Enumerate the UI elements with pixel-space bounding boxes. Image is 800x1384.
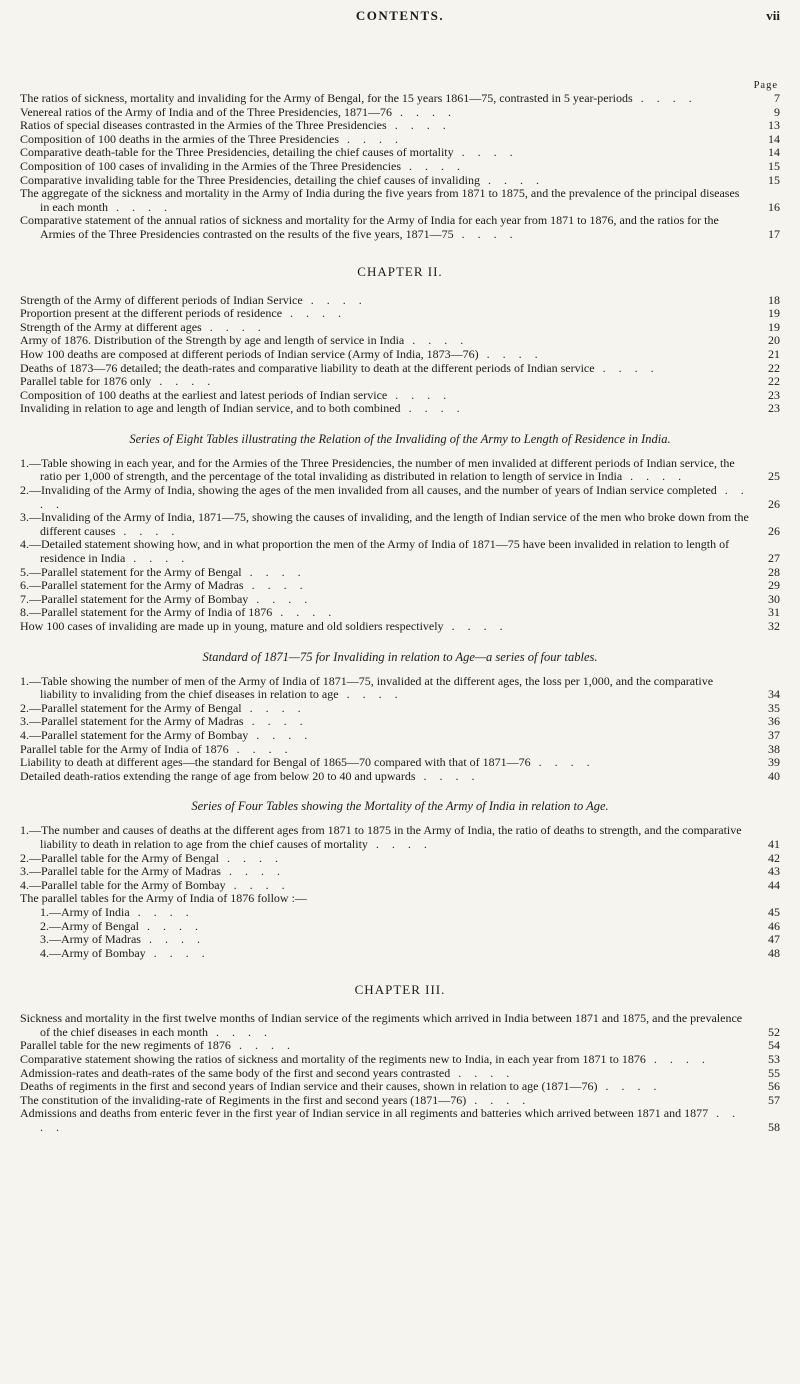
- toc-entry-text: 6.—Parallel statement for the Army of Madras: [20, 578, 244, 593]
- toc-entry-text: 8.—Parallel statement for the Army of India of 1876: [20, 605, 273, 620]
- four-tables-title: Series of Four Tables showing the Mortality of the Army of India in relation to Age.: [191, 799, 609, 814]
- toc-entry-text: Invaliding in relation to age and length of Indian service, and to both combined: [20, 401, 401, 416]
- toc-entry-text: Admission-rates and death-rates of the same body of the first and second years contrasted: [20, 1065, 451, 1080]
- follow-note: The parallel tables for the Army of India of 1876 follow :—: [20, 891, 307, 906]
- toc-entry-text: The aggregate of the sickness and mortality in the Army of India during the five years from 1871 to 1875, and the prevalence of the principal diseases in each month: [20, 186, 740, 214]
- toc-entry: 2.—Parallel table for the Army of Bengal . . . . 42: [20, 850, 780, 865]
- leader-dots: . . . .: [401, 158, 466, 173]
- leader-dots: . . . .: [392, 104, 456, 119]
- toc-entry: 3.—Parallel statement for the Army of Madras . . . . 36: [20, 714, 780, 729]
- toc-entry: Comparative death-table for the Three Presidencies, detailing the chief causes of mortality . . . . 14: [20, 145, 780, 160]
- toc-entry-text: 3.—Parallel statement for the Army of Madras: [20, 714, 244, 729]
- toc-entry: 2.—Army of Bengal . . . . 46: [40, 918, 780, 933]
- leader-dots: . . . .: [594, 360, 659, 375]
- toc-entry: Parallel table for 1876 only . . . . 22: [20, 374, 780, 389]
- leader-dots: . . . .: [145, 945, 210, 960]
- leader-dots: . . . .: [40, 483, 749, 511]
- toc-entry-text: The constitution of the invaliding-rate of Regiments in the first and second years (1871—76): [20, 1092, 467, 1107]
- toc-entry: The ratios of sickness, mortality and invaliding for the Army of Bengal, for the 15 years 1861—75, contrasted in 5 year-periods . . . . 7: [20, 91, 780, 105]
- toc-entry: 1.—Army of India . . . . 45: [40, 904, 780, 919]
- leader-dots: . . . .: [478, 346, 543, 361]
- chapter-2-heading: CHAPTER II.: [357, 263, 443, 279]
- running-head: [0, 8, 800, 28]
- toc-entry-text: The ratios of sickness, mortality and invaliding for the Army of Bengal, for the 15 years 1861—75, contrasted in 5 year-periods: [20, 91, 633, 105]
- toc-entry: Strength of the Army at different ages . . . . 19: [20, 319, 780, 334]
- leader-dots: . . . .: [466, 1092, 531, 1107]
- leader-dots: . . . .: [386, 118, 451, 133]
- toc-entry-text: 1.—The number and causes of deaths at the different ages from 1871 to 1875 in the Army of India, the ratio of deaths to strength, and the comparative liability to death in relation to age from the chief causes of mortality: [20, 823, 742, 851]
- toc-entry-text: Strength of the Army at different ages: [20, 319, 202, 334]
- leader-dots: . . . .: [218, 850, 283, 865]
- leader-dots: . . . .: [339, 131, 404, 146]
- toc-entry: Admissions and deaths from enteric fever in the first year of Indian service in all regiments and batteries which arrived between 1871 and 1877 . . . . 58: [20, 1106, 780, 1135]
- leader-dots: . . . .: [201, 319, 266, 334]
- toc-entry: 1.—Table showing in each year, and for the Armies of the Three Presidencies, the number of men invalided at different periods of Indian service, the ratio per 1,000 of strength, and the percentage of the total invaliding as distributed in relation to length of service in India . . . . 25: [20, 455, 780, 484]
- leader-dots: . . . .: [230, 1038, 295, 1053]
- chapter-3-heading: CHAPTER III.: [354, 982, 446, 998]
- leader-dots: . . . .: [450, 1065, 515, 1080]
- toc-entry-text: Composition of 100 cases of invaliding in the Armies of the Three Presidencies: [20, 158, 402, 173]
- toc-entry: Parallel table for the new regiments of 1876 . . . . 54: [20, 1038, 780, 1053]
- toc-entry: The aggregate of the sickness and mortality in the Army of India during the five years from 1871 to 1875, and the prevalence of the principal diseases in each month . . . . 16: [20, 186, 780, 214]
- leader-dots: . . . .: [443, 619, 508, 633]
- toc-entry-text: 1.—Table showing the number of men of the Army of India of 1871—75, invalided at the different ages, the loss per 1,000, and the comparative liability to invaliding from the chief diseases in relation to age: [20, 673, 714, 702]
- toc-entry: Deaths of regiments in the first and second years of Indian service and their causes, shown in relation to age (1871—76) . . . . 56: [20, 1079, 780, 1094]
- toc-entry-text: 2.—Invaliding of the Army of India, showing the ages of the men invalided from all causes, and the number of years of Indian service completed: [20, 483, 717, 498]
- leader-dots: . . . .: [220, 864, 285, 879]
- leader-dots: . . . .: [228, 741, 293, 756]
- toc-entry-text: Composition of 100 deaths at the earliest and latest periods of Indian service: [20, 387, 388, 402]
- toc-entry-text: Detailed death-ratios extending the range of age from below 20 to 40 and upwards: [20, 768, 416, 783]
- standard-series-list: [20, 675, 780, 784]
- leader-dots: . . . .: [404, 333, 469, 348]
- toc-entry-text: 2.—Parallel table for the Army of Bengal: [20, 850, 219, 865]
- leader-dots: . . . .: [115, 523, 180, 538]
- leader-dots: . . . .: [248, 591, 313, 606]
- leader-dots: . . . .: [243, 578, 308, 593]
- toc-entry-text: How 100 deaths are composed at different periods of Indian service (Army of India, 1873—76): [20, 346, 479, 361]
- toc-entry-text: Parallel table for the Army of India of 1876: [20, 741, 229, 756]
- toc-entry: Army of 1876. Distribution of the Strength by age and length of service in India . . . . 20: [20, 333, 780, 348]
- toc-entry: 4.—Parallel statement for the Army of Bombay . . . . 37: [20, 727, 780, 742]
- toc-entry: Liability to death at different ages—the standard for Bengal of 1865—70 compared with that of 1871—76 . . . . 39: [20, 755, 780, 770]
- toc-entry: 4.—Detailed statement showing how, and in what proportion the men of the Army of India of 1871—75 have been invalided in relation to length of residence in India . . . . 27: [20, 537, 780, 566]
- leader-dots: . . . .: [138, 918, 203, 933]
- toc-entry-text: Deaths of 1873—76 detailed; the death-rates and comparative liability to death at the different periods of Indian service: [20, 360, 595, 375]
- toc-entry-text: Comparative death-table for the Three Presidencies, detailing the chief causes of mortality: [20, 145, 454, 160]
- toc-entry: Comparative invaliding table for the Three Presidencies, detailing the chief causes of invaliding . . . . 15: [20, 172, 780, 187]
- toc-entry: 4.—Army of Bombay . . . . 48: [40, 945, 780, 960]
- toc-entry-text: Army of 1876. Distribution of the Strength by age and length of service in India: [20, 333, 405, 348]
- follow-list: [20, 906, 780, 960]
- toc-entry-text: 3.—Army of Madras: [40, 932, 141, 947]
- toc-entry: 5.—Parallel statement for the Army of Bengal . . . . 28: [20, 564, 780, 579]
- toc-entry: Composition of 100 cases of invaliding in the Armies of the Three Presidencies . . . . 15: [20, 158, 780, 173]
- toc-entry: 3.—Invaliding of the Army of India, 1871—75, showing the causes of invaliding, and the length of Indian service of the men who broke down from the different causes . . . . 26: [20, 510, 780, 538]
- toc-entry-text: Parallel table for 1876 only: [20, 374, 152, 389]
- leader-dots: . . . .: [107, 199, 172, 214]
- toc-entry-text: Composition of 100 deaths in the armies of the Three Presidencies: [20, 131, 340, 146]
- four-tables-list: [20, 824, 780, 892]
- leader-dots: . . . .: [129, 904, 194, 919]
- leader-dots: . . . .: [140, 932, 205, 947]
- leader-dots: . . . .: [622, 469, 687, 484]
- toc-entry: Strength of the Army of different periods of Indian Service . . . . 18: [20, 292, 780, 307]
- leader-dots: . . . .: [302, 292, 367, 307]
- chapter-3-list: [20, 1012, 780, 1134]
- toc-entry-text: Proportion present at the different periods of residence: [20, 306, 283, 321]
- toc-entry-text: 2.—Army of Bengal: [40, 918, 139, 933]
- toc-entry: 3.—Parallel table for the Army of Madras . . . . 43: [20, 864, 780, 879]
- leader-dots: . . . .: [125, 551, 190, 566]
- toc-entry-text: Venereal ratios of the Army of India and of the Three Presidencies, 1871—76: [20, 104, 392, 119]
- toc-entry-text: 3.—Invaliding of the Army of India, 1871—75, showing the causes of invaliding, and the length of Indian service of the men who broke down from the different causes: [20, 510, 749, 538]
- toc-entry-text: Deaths of regiments in the first and second years of Indian service and their causes, shown in relation to age (1871—76): [20, 1079, 598, 1094]
- series-eight-list: [20, 457, 780, 634]
- leader-dots: . . . .: [632, 91, 697, 105]
- leader-dots: . . . .: [530, 755, 595, 770]
- toc-entry: 1.—The number and causes of deaths at the different ages from 1871 to 1875 in the Army of India, the ratio of deaths to strength, and the comparative liability to death in relation to age from the chief causes of mortality . . . . 41: [20, 823, 780, 851]
- leader-dots: . . . .: [40, 1106, 741, 1135]
- page-column-label: Page: [753, 80, 778, 91]
- toc-entry: Proportion present at the different periods of residence . . . . 19: [20, 306, 780, 321]
- toc-entry-text: Comparative statement of the annual ratios of sickness and mortality for the Army of India for each year from 1871 to 1876, and the ratios for the Armies of the Three Presidencies contrasted on the results of the five years, 1871—75: [20, 213, 719, 241]
- leader-dots: . . . .: [241, 564, 306, 579]
- leader-dots: . . . .: [400, 401, 465, 416]
- leader-dots: . . . .: [415, 768, 480, 783]
- toc-entry: 8.—Parallel statement for the Army of India of 1876 . . . . 31: [20, 605, 780, 620]
- toc-entry: Invaliding in relation to age and length of Indian service, and to both combined . . . . 23: [20, 401, 780, 416]
- toc-entry-text: 5.—Parallel statement for the Army of Bengal: [20, 564, 242, 579]
- leader-dots: . . . .: [282, 306, 347, 321]
- toc-entry-text: How 100 cases of invaliding are made up in young, mature and old soldiers respectively: [20, 619, 444, 633]
- series-eight-title: Series of Eight Tables illustrating the Relation of the Invaliding of the Army to Length of Residence in India.: [129, 431, 671, 446]
- toc-entry-text: 4.—Parallel statement for the Army of Bombay: [20, 727, 249, 742]
- toc-entry-text: 1.—Army of India: [40, 904, 130, 919]
- toc-entry: Admission-rates and death-rates of the same body of the first and second years contrasted . . . . 55: [20, 1065, 780, 1080]
- leader-dots: . . . .: [225, 877, 290, 892]
- toc-entry: Ratios of special diseases contrasted in the Armies of the Three Presidencies . . . . 13: [20, 118, 780, 133]
- toc-entry: Comparative statement of the annual ratios of sickness and mortality for the Army of India for each year from 1871 to 1876, and the ratios for the Armies of the Three Presidencies contrasted on the results of the five years, 1871—75 . . . . 17: [20, 213, 780, 241]
- toc-entry: Composition of 100 deaths in the armies of the Three Presidencies . . . . 14: [20, 131, 780, 146]
- toc-entry: 1.—Table showing the number of men of the Army of India of 1871—75, invalided at the different ages, the loss per 1,000, and the comparative liability to invaliding from the chief diseases in relation to age . . . . 34: [20, 673, 780, 702]
- toc-entry: Composition of 100 deaths at the earliest and latest periods of Indian service . . . . 23: [20, 387, 780, 402]
- toc-entry: 2.—Invaliding of the Army of India, showing the ages of the men invalided from all causes, and the number of years of Indian service completed . . . . 26: [20, 483, 780, 511]
- leader-dots: . . . .: [243, 714, 308, 729]
- section-1-list: [20, 92, 780, 242]
- toc-entry: How 100 deaths are composed at different periods of Indian service (Army of India, 1873—76) . . . . 21: [20, 346, 780, 361]
- toc-entry: Detailed death-ratios extending the range of age from below 20 to 40 and upwards . . . . 40: [20, 768, 780, 783]
- toc-entry: The constitution of the invaliding-rate of Regiments in the first and second years (1871—76) . . . . 57: [20, 1092, 780, 1107]
- toc-entry: 4.—Parallel table for the Army of Bombay . . . . 44: [20, 877, 780, 892]
- toc-entry-text: Ratios of special diseases contrasted in the Armies of the Three Presidencies: [20, 118, 387, 133]
- leader-dots: . . . .: [597, 1079, 662, 1094]
- toc-entry-text: 4.—Army of Bombay: [40, 945, 146, 960]
- toc-entry-text: Comparative invaliding table for the Three Presidencies, detailing the chief causes of invaliding: [20, 172, 480, 187]
- leader-dots: . . . .: [338, 687, 403, 702]
- leader-dots: . . . .: [645, 1052, 710, 1067]
- toc-entry-text: Admissions and deaths from enteric fever in the first year of Indian service in all regiments and batteries which arrived between 1871 and 1877: [20, 1106, 709, 1121]
- leader-dots: . . . .: [207, 1024, 272, 1039]
- toc-entry-text: Sickness and mortality in the first twelve months of Indian service of the regiments which arrived in India between 1871 and 1875, and the prevalence of the chief diseases in each month: [20, 1011, 743, 1039]
- page-title: CONTENTS.: [355, 8, 445, 23]
- toc-entry-text: 3.—Parallel table for the Army of Madras: [20, 864, 221, 879]
- toc-entry-text: Liability to death at different ages—the standard for Bengal of 1865—70 compared with that of 1871—76: [20, 755, 531, 770]
- leader-dots: . . . .: [479, 172, 544, 187]
- toc-entry: 6.—Parallel statement for the Army of Madras . . . . 29: [20, 578, 780, 593]
- toc-entry: Comparative statement showing the ratios of sickness and mortality of the regiments new to India, in each year from 1871 to 1876 . . . . 53: [20, 1052, 780, 1067]
- toc-entry: 3.—Army of Madras . . . . 47: [40, 932, 780, 947]
- toc-entry-text: 4.—Detailed statement showing how, and in what proportion the men of the Army of India of 1871—75 have been invalided in relation to length of residence in India: [20, 537, 730, 566]
- toc-entry-text: Strength of the Army of different periods of Indian Service: [20, 292, 303, 307]
- toc-entry: 7.—Parallel statement for the Army of Bombay . . . . 30: [20, 591, 780, 606]
- leader-dots: . . . .: [241, 700, 306, 715]
- toc-entry-text: 4.—Parallel table for the Army of Bombay: [20, 877, 226, 892]
- toc-entry: 2.—Parallel statement for the Army of Bengal . . . . 35: [20, 700, 780, 715]
- toc-entry-text: Parallel table for the new regiments of 1876: [20, 1038, 231, 1053]
- leader-dots: . . . .: [387, 387, 452, 402]
- toc-entry: Deaths of 1873—76 detailed; the death-rates and comparative liability to death at the different periods of Indian service . . . . 22: [20, 360, 780, 375]
- standard-series-title: Standard of 1871—75 for Invaliding in relation to Age—a series of four tables.: [202, 649, 598, 664]
- contents-body: [20, 92, 780, 1135]
- toc-entry-text: 1.—Table showing in each year, and for the Armies of the Three Presidencies, the number of men invalided at different periods of Indian service, the ratio per 1,000 of strength, and the percentage of the total invaliding as distributed in relation to length of service in India: [20, 455, 735, 484]
- toc-entry-text: 2.—Parallel statement for the Army of Bengal: [20, 700, 242, 715]
- toc-entry: Parallel table for the Army of India of 1876 . . . . 38: [20, 741, 780, 756]
- toc-entry-text: 7.—Parallel statement for the Army of Bombay: [20, 591, 249, 606]
- toc-entry: Sickness and mortality in the first twelve months of Indian service of the regiments which arrived in India between 1871 and 1875, and the prevalence of the chief diseases in each month . . . . 52: [20, 1011, 780, 1039]
- leader-dots: . . . .: [272, 605, 337, 620]
- chapter-2-list: [20, 294, 780, 416]
- leader-dots: . . . .: [367, 836, 432, 851]
- page-number: vii: [766, 8, 780, 23]
- toc-entry: How 100 cases of invaliding are made up in young, mature and old soldiers respectively . . . . 32: [20, 619, 780, 633]
- leader-dots: . . . .: [151, 374, 216, 389]
- toc-entry: Venereal ratios of the Army of India and of the Three Presidencies, 1871—76 . . . . 9: [20, 104, 780, 119]
- toc-entry-text: Comparative statement showing the ratios of sickness and mortality of the regiments new to India, in each year from 1871 to 1876: [20, 1052, 646, 1067]
- leader-dots: . . . .: [453, 226, 518, 241]
- leader-dots: . . . .: [248, 727, 313, 742]
- leader-dots: . . . .: [453, 145, 518, 160]
